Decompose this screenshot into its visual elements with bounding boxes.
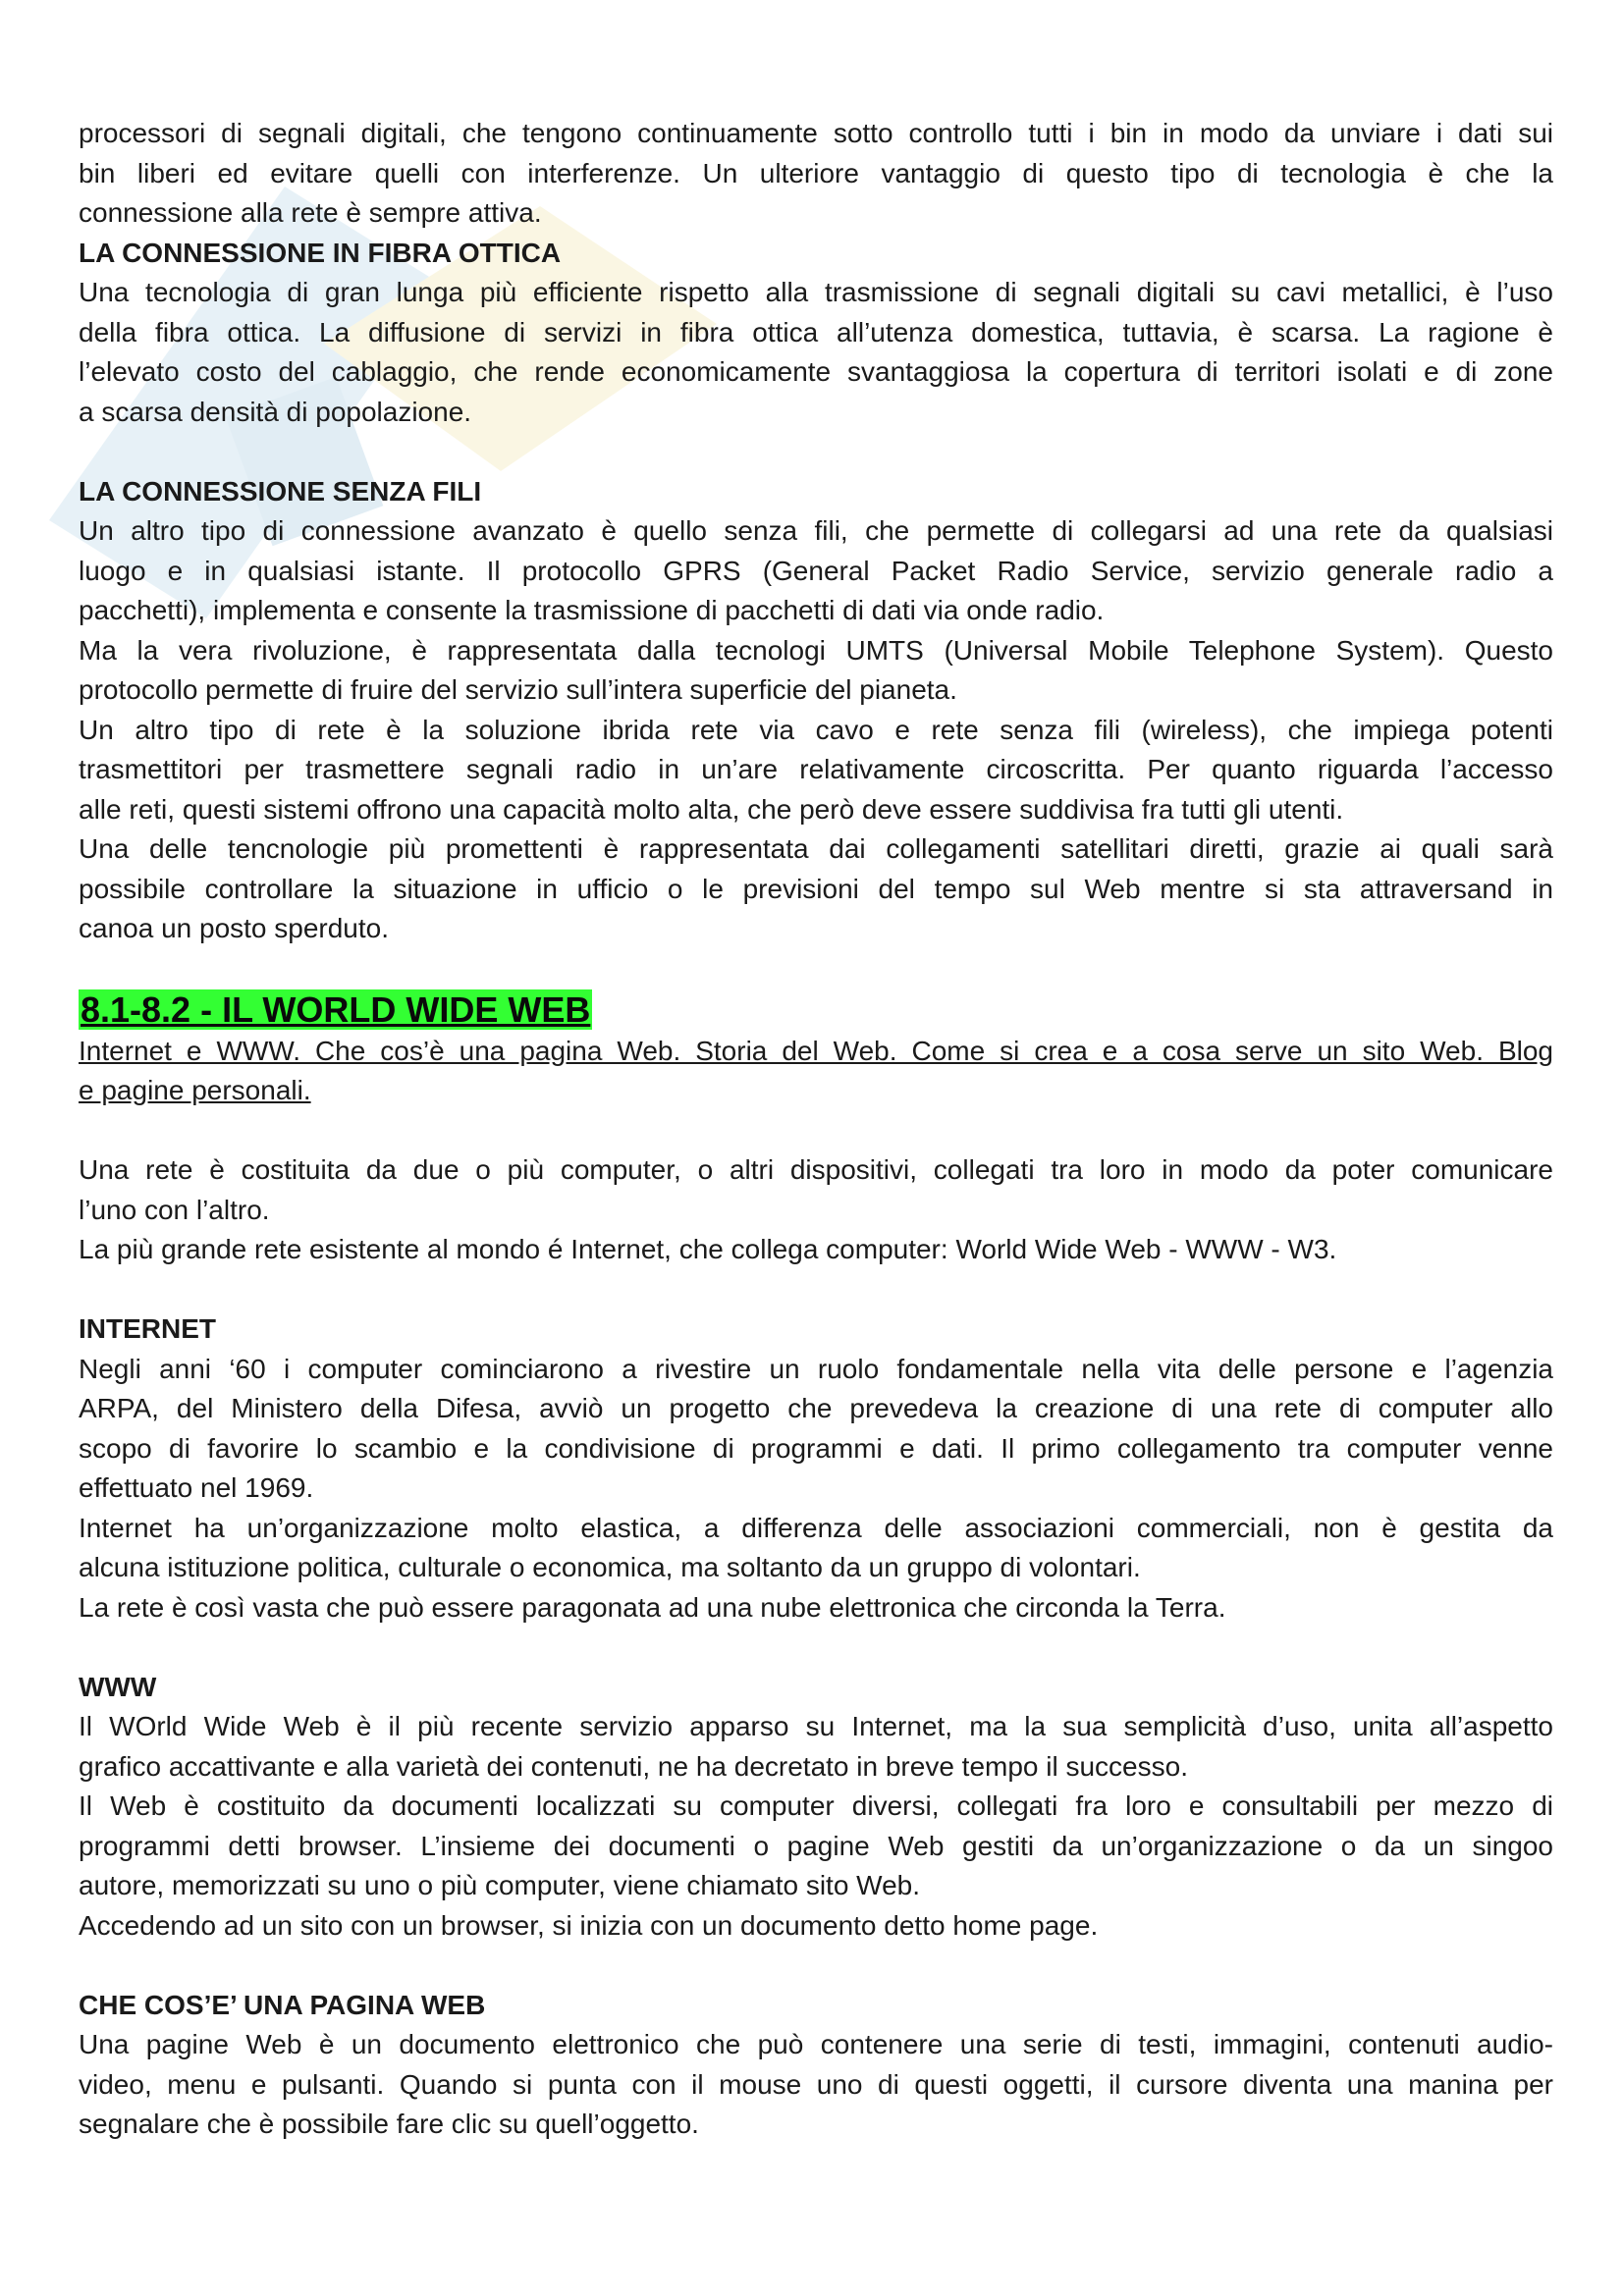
text-line: La rete è così vasta che può essere paragonata ad una nube elettronica che circonda la Terra.: [79, 1591, 1226, 1623]
text-line: bin liberi ed evitare quelli con interferenze. Un ulteriore vantaggio di questo tipo di tecnologia è che la: [79, 157, 1553, 188]
text-line: video, menu e pulsanti. Quando si punta con il mouse uno di questi oggetti, il cursore diventa una manina per: [79, 2068, 1553, 2100]
section-heading-senza-fili: LA CONNESSIONE SENZA FILI: [79, 475, 482, 507]
text-line: Internet e WWW. Che cos’è una pagina Web. Storia del Web. Come si crea e a cosa serve un sito Web. Blog: [79, 1035, 1553, 1066]
chapter-title: [79, 988, 1553, 1032]
text-line: trasmettitori per trasmettere segnali radio in un’are relativamente circoscritta. Per quanto riguarda l’accesso: [79, 754, 1553, 784]
text-line: canoa un posto sperduto.: [79, 913, 390, 943]
senza-fili-paragraphs: [79, 511, 1553, 949]
text-line: La più grande rete esistente al mondo é Internet, che collega computer: World Wide Web - WWW - W3.: [79, 1234, 1337, 1264]
text-line: Una pagine Web è un documento elettronico che può contenere una serie di testi, immagini, contenuti audio-: [79, 2029, 1553, 2059]
section-heading-internet: INTERNET: [79, 1313, 216, 1344]
text-line: Un altro tipo di rete è la soluzione ibrida rete via cavo e rete senza fili (wireless), che impiega potenti: [79, 714, 1553, 745]
text-line: segnalare che è possibile fare clic su quell’oggetto.: [79, 2109, 699, 2139]
text-line: alle reti, questi sistemi offrono una capacità molto alta, che però deve essere suddivisa fra tutti gli utenti.: [79, 793, 1344, 825]
section-heading-fibra: LA CONNESSIONE IN FIBRA OTTICA: [79, 237, 562, 268]
text-line: Una delle tencnologie più promettenti è rappresentata dai collegamenti satellitari diretti, grazie ai quali sarà: [79, 833, 1553, 864]
text-line: Una rete è costituita da due o più computer, o altri dispositivi, collegati tra loro in modo da poter comunicare: [79, 1154, 1553, 1185]
www-paragraphs: [79, 1707, 1553, 1946]
text-line: Il WOrld Wide Web è il più recente servizio apparso su Internet, ma la sua semplicità d’uso, unita all’aspetto: [79, 1711, 1553, 1741]
text-line: protocollo permette di fruire del servizio sull’intera superficie del pianeta.: [79, 674, 957, 705]
text-line: Un altro tipo di connessione avanzato è quello senza fili, che permette di collegarsi ad una rete da qualsiasi: [79, 515, 1553, 546]
chapter-topics: [79, 1032, 1553, 1111]
text-line: luogo e in qualsiasi istante. Il protocollo GPRS (General Packet Radio Service, servizio generale radio a: [79, 555, 1553, 586]
text-line: e pagine personali.: [79, 1075, 311, 1105]
text-line: Negli anni ‘60 i computer cominciarono a rivestire un ruolo fondamentale nella vita delle persone e l’agenzia: [79, 1353, 1553, 1384]
text-line: programmi detti browser. L’insieme dei documenti o pagine Web gestiti da un’organizzazione o da un singoo: [79, 1830, 1553, 1861]
text-line: grafico accattivante e alla varietà dei contenuti, ne ha decretato in breve tempo il successo.: [79, 1750, 1188, 1782]
internet-paragraphs: [79, 1350, 1553, 1629]
intro-paragraph: [79, 114, 1553, 234]
text-line: possibile controllare la situazione in ufficio o le previsioni del tempo sul Web mentre si sta attraversand in: [79, 873, 1553, 904]
text-line: Internet ha un’organizzazione molto elastica, a differenza delle associazioni commerciali, non è gestita da: [79, 1512, 1553, 1543]
text-line: Il Web è costituito da documenti localizzati su computer diversi, collegati fra loro e consultabili per mezzo di: [79, 1790, 1553, 1821]
text-line: della fibra ottica. La diffusione di servizi in fibra ottica all’utenza domestica, tuttavia, è scarsa. La ragione è: [79, 316, 1553, 347]
text-line: alcuna istituzione politica, culturale o economica, ma soltanto da un gruppo di volontari.: [79, 1552, 1141, 1582]
chapter-title-highlight: 8.1-8.2 - IL WORLD WIDE WEB: [81, 988, 591, 1030]
text-line: l’elevato costo del cablaggio, che rende economicamente svantaggiosa la copertura di territori isolati e di zone: [79, 356, 1553, 387]
text-line: connessione alla rete è sempre attiva.: [79, 197, 542, 228]
text-line: a scarsa densità di popolazione.: [79, 396, 472, 427]
section-heading-www: WWW: [79, 1671, 157, 1702]
text-line: autore, memorizzati su uno o più computer, viene chiamato sito Web.: [79, 1870, 921, 1900]
section-heading-pagina-web: CHE COS’E’ UNA PAGINA WEB: [79, 1989, 486, 2020]
text-line: effettuato nel 1969.: [79, 1472, 314, 1503]
document-page: [79, 114, 1553, 2145]
text-line: scopo di favorire lo scambio e la condivisione di programmi e dati. Il primo collegamento tra computer venne: [79, 1432, 1553, 1464]
fibra-paragraph: [79, 273, 1553, 432]
text-line: l’uno con l’altro.: [79, 1194, 270, 1225]
text-line: pacchetti), implementa e consente la trasmissione di pacchetti di dati via onde radio.: [79, 595, 1105, 625]
text-line: processori di segnali digitali, che tengono continuamente sotto controllo tutti i bin in modo da unviare i dati sui: [79, 118, 1553, 148]
text-line: Una tecnologia di gran lunga più efficiente rispetto alla trasmissione di segnali digitali su cavi metallici, è l’uso: [79, 277, 1553, 307]
pagina-web-paragraph: [79, 2025, 1553, 2145]
text-line: Accedendo ad un sito con un browser, si inizia con un documento detto home page.: [79, 1909, 1099, 1941]
text-line: ARPA, del Ministero della Difesa, avviò un progetto che prevedeva la creazione di una rete di computer allo: [79, 1393, 1553, 1423]
text-line: Ma la vera rivoluzione, è rappresentata dalla tecnologi UMTS (Universal Mobile Telephone System). Questo: [79, 634, 1553, 666]
rete-paragraph: [79, 1150, 1553, 1270]
